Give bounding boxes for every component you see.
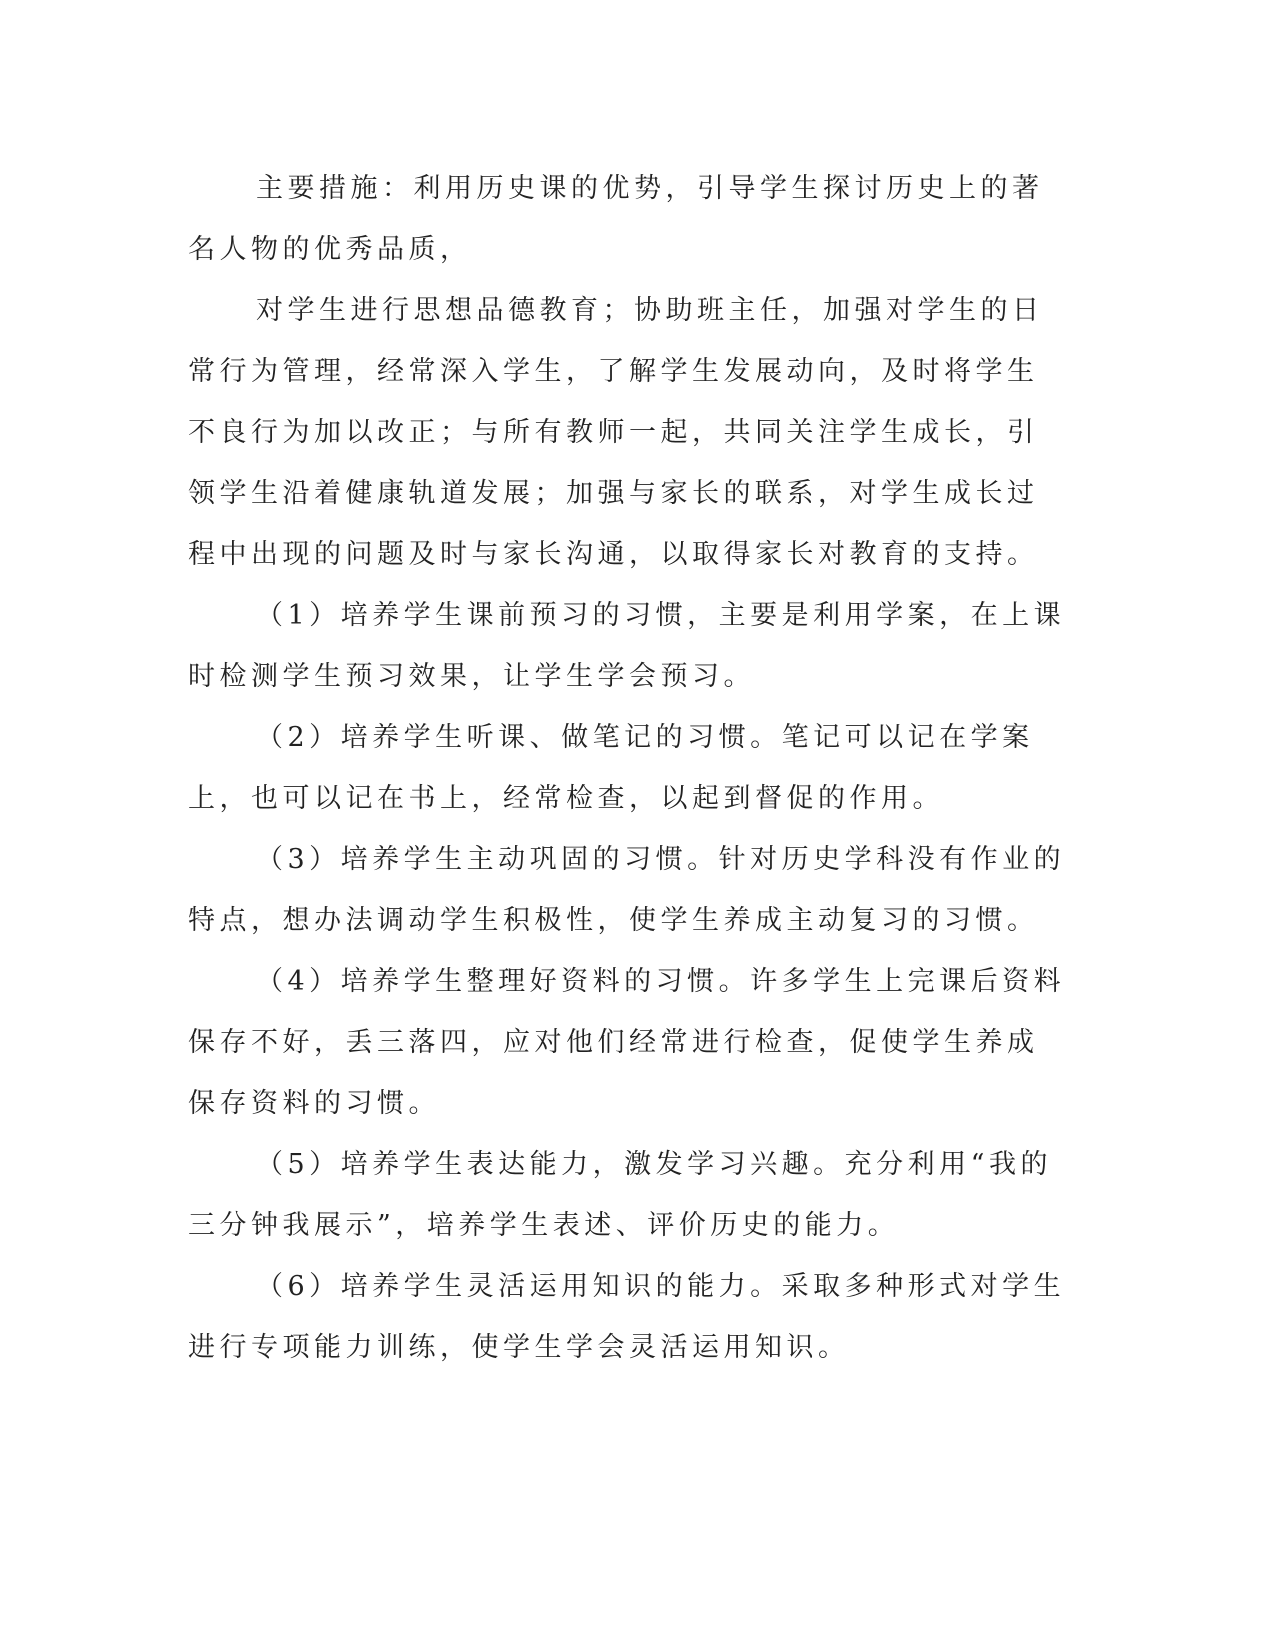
paragraph-item-3: （3）培养学生主动巩固的习惯。针对历史学科没有作业的特点，想办法调动学生积极性，使学生养成主动复习的习惯。 (188, 844, 1066, 936)
document-body (188, 158, 1068, 1378)
paragraph-item-5: （5）培养学生表达能力，激发学习兴趣。充分利用“我的三分钟我展示”，培养学生表述、评价历史的能力。 (188, 1149, 1052, 1241)
paragraph-item-2: （2）培养学生听课、做笔记的习惯。笔记可以记在学案上，也可以记在书上，经常检查，以起到督促的作用。 (188, 722, 1034, 814)
paragraph-item-4: （4）培养学生整理好资料的习惯。许多学生上完课后资料保存不好，丢三落四，应对他们经常进行检查，促使学生养成保存资料的习惯。 (188, 966, 1066, 1119)
paragraph-moral-education: 对学生进行思想品德教育；协助班主任，加强对学生的日常行为管理，经常深入学生，了解学生发展动向，及时将学生不良行为加以改正；与所有教师一起，共同关注学生成长，引领学生沿着健康轨道发展；加强与家长的联系，对学生成长过程中出现的问题及时与家长沟通，以取得家长对教育的支持。 (188, 295, 1044, 570)
paragraph-item-1: （1）培养学生课前预习的习惯，主要是利用学案，在上课时检测学生预习效果，让学生学会预习。 (188, 600, 1066, 692)
paragraph-main-measures: 主要措施：利用历史课的优势，引导学生探讨历史上的著名人物的优秀品质， (188, 173, 1044, 265)
paragraph-item-6: （6）培养学生灵活运用知识的能力。采取多种形式对学生进行专项能力训练，使学生学会灵活运用知识。 (188, 1271, 1066, 1363)
